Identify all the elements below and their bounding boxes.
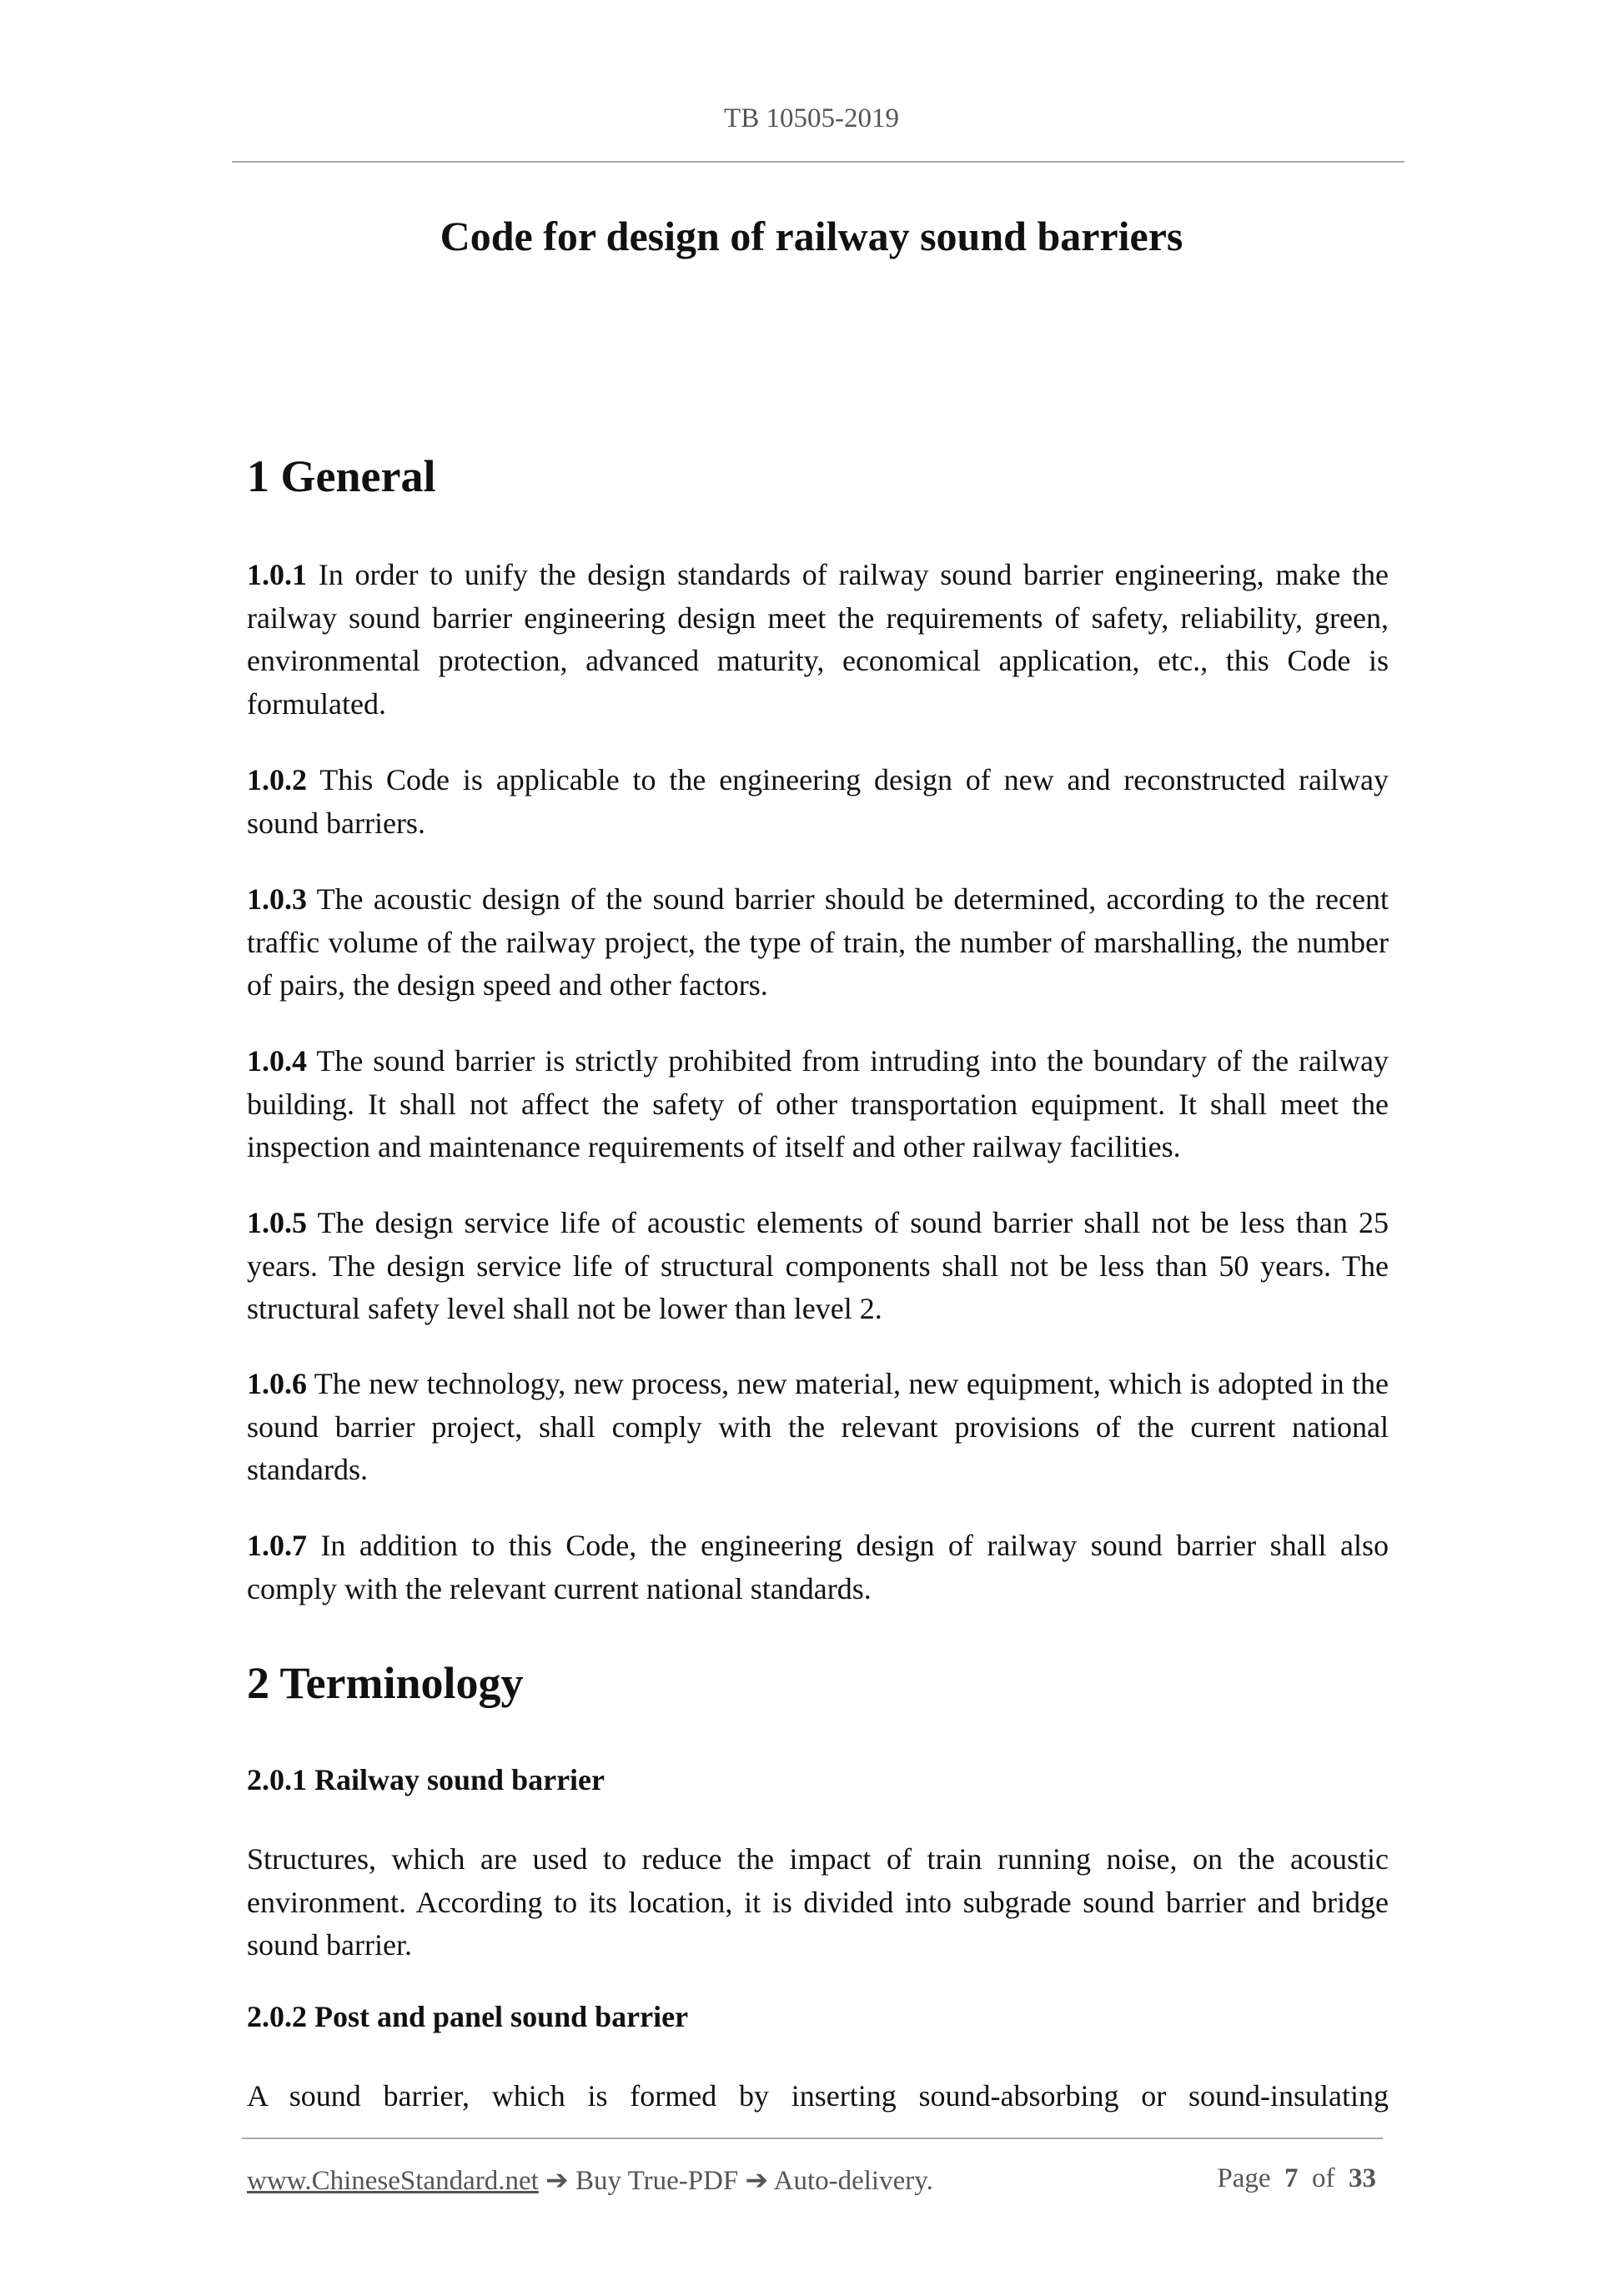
clause-text: In addition to this Code, the engineering design of railway sound barrier shall also comply with the relevant current national standards. (247, 1529, 1389, 1605)
running-header: TB 10505-2019 (724, 103, 899, 133)
clause-number: 1.0.7 (247, 1529, 307, 1562)
clause-1-0-6 (247, 1363, 1389, 1492)
clause-text: This Code is applicable to the engineering design of new and reconstructed railway sound barriers. (247, 763, 1389, 840)
auto-delivery-text: Auto-delivery. (773, 2166, 933, 2196)
header-divider (232, 161, 1404, 163)
clause-text: In order to unify the design standards of railway sound barrier engineering, make the railway sound barrier engineering design meet the requirements of safety, reliability, green, environmental protection, advanced maturity, economical application, etc., this Code is formulated. (247, 558, 1389, 721)
website-link[interactable]: www.ChineseStandard.net (247, 2166, 539, 2196)
clause-text: The design service life of acoustic elements of sound barrier shall not be less than 25 years. The design service life of structural components shall not be less than 50 years. The structural safety level shall not be lower than level 2. (247, 1206, 1389, 1325)
clause-text: The sound barrier is strictly prohibited from intruding into the boundary of the railway building. It shall not affect the safety of other transportation equipment. It shall meet the inspection and maintenance requirements of itself and other railway facilities. (247, 1044, 1389, 1163)
clause-1-0-2 (247, 759, 1389, 845)
of-label: of (1312, 2163, 1335, 2193)
footer-divider (242, 2138, 1383, 2139)
total-pages: 33 (1349, 2163, 1376, 2193)
term-definition: A sound barrier, which is formed by inserting sound-absorbing or sound-insulating (247, 2079, 1389, 2113)
arrow-right-icon: ➔ (545, 2166, 569, 2196)
clause-text: The acoustic design of the sound barrier should be determined, according to the recent traffic volume of the railway project, the type of train, the number of marshalling, the number of pairs, the design speed and other factors. (247, 882, 1389, 1002)
clause-1-0-3 (247, 878, 1389, 1007)
clause-1-0-4 (247, 1040, 1389, 1169)
clause-1-0-1 (247, 554, 1389, 726)
clause-number: 1.0.6 (247, 1367, 307, 1400)
footer-promo (247, 2163, 933, 2197)
page-label: Page (1217, 2163, 1271, 2193)
term-heading-railway-sound-barrier: 2.0.1 Railway sound barrier (247, 1763, 605, 1796)
term-heading-post-panel-sound-barrier: 2.0.2 Post and panel sound barrier (247, 2000, 689, 2033)
clause-1-0-5 (247, 1202, 1389, 1331)
current-page: 7 (1284, 2163, 1299, 2193)
clause-number: 1.0.5 (247, 1206, 307, 1239)
clause-number: 1.0.2 (247, 763, 307, 796)
term-definition: Structures, which are used to reduce the impact of train running noise, on the acoustic environment. According to its location, it is divided into subgrade sound barrier and bridge sound barrier. (247, 1842, 1389, 1962)
clause-number: 1.0.4 (247, 1044, 307, 1078)
section-heading-terminology: 2 Terminology (247, 1658, 524, 1708)
clause-1-0-7 (247, 1525, 1389, 1610)
clause-text: The new technology, new process, new material, new equipment, which is adopted in the sound barrier project, shall comply with the relevant provisions of the current national standards. (247, 1367, 1389, 1486)
arrow-right-icon: ➔ (745, 2166, 769, 2196)
buy-pdf-text: Buy True-PDF (575, 2166, 739, 2196)
section-heading-general: 1 General (247, 451, 436, 501)
clause-number: 1.0.3 (247, 882, 307, 916)
page-number (1217, 2163, 1376, 2194)
clause-number: 1.0.1 (247, 558, 307, 591)
document-title: Code for design of railway sound barriers (440, 213, 1183, 259)
